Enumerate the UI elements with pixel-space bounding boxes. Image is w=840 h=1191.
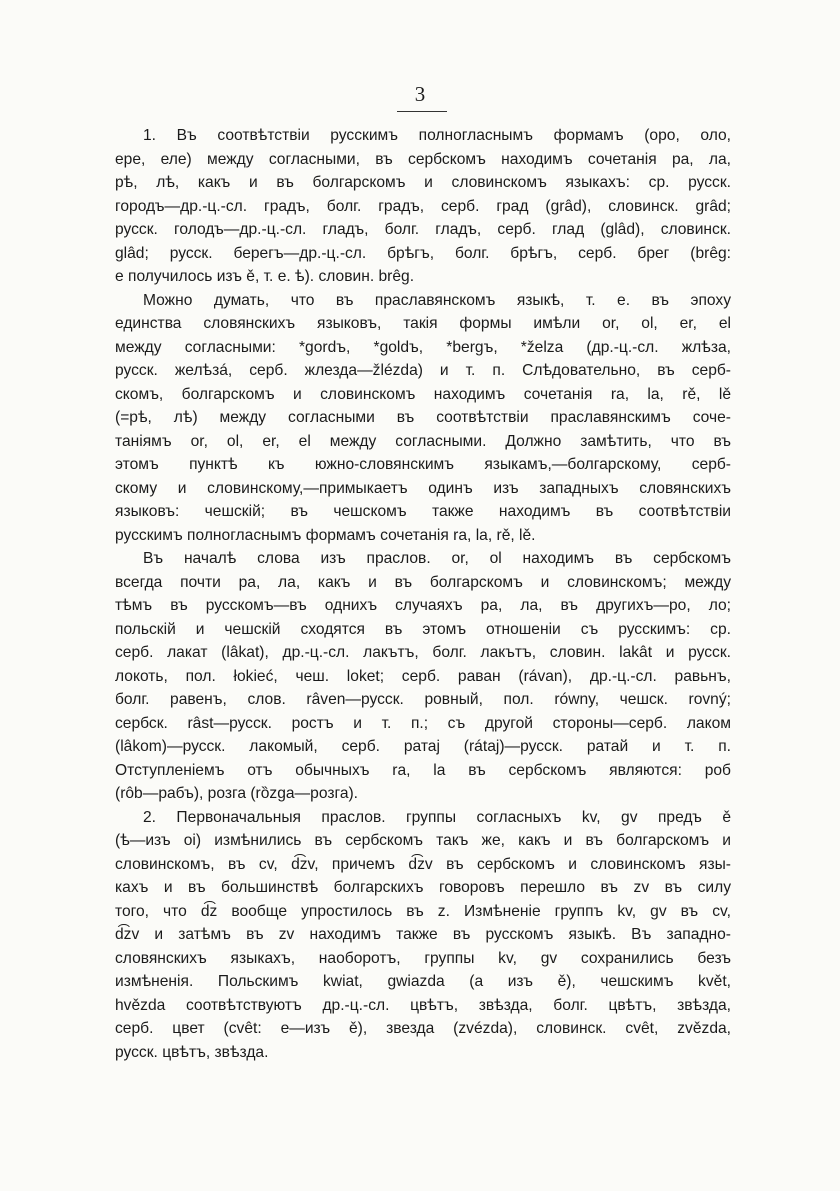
text-line: Отступленіемъ отъ обычныхъ ra, la въ сербскомъ являются: роб: [115, 761, 731, 779]
text-line: таніямъ or, ol, er, el между согласными. Должно замѣтить, что въ: [115, 432, 731, 450]
text-line: русск. голодъ—др.-ц.-сл. гладъ, болг. гладъ, серб. глад (glâd), словинск.: [115, 221, 731, 238]
text-line: скому и словинскому,—примыкаетъ одинъ изъ западныхъ словянскихъ: [115, 479, 731, 497]
text-line: измѣненія. Польскимъ kwiat, gwiazda (a изъ ě), чешскимъ květ,: [115, 973, 731, 990]
text-line: этомъ пунктѣ къ южно-словянскимъ языкамъ,—болгарскому, серб-: [115, 456, 731, 473]
text-line: Можно думать, что въ праславянскомъ языкѣ, т. е. въ эпоху: [143, 291, 731, 309]
paragraph: [115, 124, 731, 289]
text-line: (lâkom)—русск. лакомый, серб. ратај (rátaj)—русск. ратай и т. п.: [115, 738, 731, 755]
text-line: городъ—др.-ц.-сл. градъ, болг. градъ, серб. град (grâd), словинск. grâd;: [115, 197, 731, 215]
text-line: русск. желѣзá, серб. жлезда—žlézda) и т. п. Слѣдовательно, въ серб-: [115, 362, 731, 379]
text-line: 2. Первоначальныя праслов. группы согласныхъ kv, gv предъ ě: [143, 808, 731, 826]
text-line: между согласными: *gordъ, *goldъ, *bergъ, *želza (др.-ц.-сл. жлѣза,: [115, 338, 731, 356]
text-line: русск. цвѣтъ, звѣзда.: [115, 1043, 269, 1061]
text-line: всегда почти ра, ла, какъ и въ болгарскомъ и словинскомъ; между: [115, 573, 731, 591]
text-line: сербск. râst—русск. ростъ и т. п.; съ другой стороны—серб. лаком: [115, 714, 731, 732]
text-line: языковъ: чешскій; въ чешскомъ также находимъ въ соотвѣтствіи: [115, 503, 731, 520]
text-line: серб. лакат (lâkat), др.-ц.-сл. лакътъ, болг. лакътъ, словин. lakât и русск.: [115, 644, 731, 661]
text-line: кахъ и въ большинствѣ болгарскихъ говоровъ перешло въ zv въ силу: [115, 879, 731, 896]
paragraph: [115, 289, 731, 548]
text-line: русскимъ полногласнымъ формамъ сочетанія ra, la, rě, lě.: [115, 526, 536, 544]
text-line: hvězda соотвѣтствуютъ др.-ц.-сл. цвѣтъ, звѣзда, болг. цвѣтъ, звѣзда,: [115, 996, 731, 1014]
text-line: серб. цвет (cvêt: е—изъ ě), звезда (zvézda), словинск. cvêt, zvězda,: [115, 1020, 731, 1037]
text-line: glâd; русск. берегъ—др.-ц.-сл. брѣгъ, болг. брѣгъ, серб. брег (brêg:: [115, 244, 731, 262]
text-line: рѣ, лѣ, какъ и въ болгарскомъ и словинскомъ языкахъ: ср. русск.: [115, 174, 731, 191]
text-line: d͡zv и затѣмъ въ zv находимъ также въ русскомъ языкѣ. Въ западно-: [115, 926, 731, 943]
text-line: польскій и чешскій сходятся въ этомъ отношеніи съ русскимъ: ср.: [115, 620, 731, 638]
text-line: скомъ, болгарскомъ и словинскомъ находимъ сочетанія ra, la, rě, lě: [115, 385, 731, 403]
paragraph: [115, 547, 731, 806]
page-number-rule: [397, 111, 447, 112]
page-number: 3: [414, 82, 426, 106]
text-line: Въ началѣ слова изъ праслов. or, ol находимъ въ сербскомъ: [143, 550, 731, 567]
text-line: (rôb—рабъ), розга (rȍzga—розга).: [115, 785, 359, 802]
text-line: (=рѣ, лѣ) между согласными въ соотвѣтствіи праславянскимъ соче-: [115, 409, 731, 426]
text-line: единства словянскихъ языковъ, такія формы имѣли or, ol, er, el: [115, 315, 731, 332]
text-line: 1. Въ соотвѣтствіи русскимъ полногласнымъ формамъ (оро, оло,: [143, 127, 731, 144]
paragraph: [115, 806, 731, 1065]
text-line: локоть, пол. łokieć, чеш. loket; серб. раван (rávan), др.-ц.-сл. равьнъ,: [115, 667, 731, 685]
body-text: [115, 124, 731, 1064]
text-line: болг. равенъ, слов. râven—русск. ровный, пол. równy, чешск. rovný;: [115, 691, 731, 708]
text-line: ере, еле) между согласными, въ сербскомъ находимъ сочетанія ра, ла,: [115, 150, 731, 168]
text-line: словинскомъ, въ cv, d͡zv, причемъ d͡zv въ сербскомъ и словинскомъ язы-: [115, 855, 731, 873]
text-line: е получилось изъ ě, т. е. ѣ). словин. brêg.: [115, 268, 415, 285]
text-line: того, что d͡z вообще упростилось въ z. Измѣненіе группъ kv, gv въ cv,: [115, 902, 731, 920]
text-line: словянскихъ языкахъ, наоборотъ, группы kv, gv сохранились безъ: [115, 949, 731, 967]
text-line: (ѣ—изъ oi) измѣнились въ сербскомъ такъ же, какъ и въ болгарскомъ и: [115, 832, 731, 849]
text-line: тѣмъ въ русскомъ—въ однихъ случаяхъ ра, ла, въ другихъ—ро, ло;: [115, 597, 731, 614]
